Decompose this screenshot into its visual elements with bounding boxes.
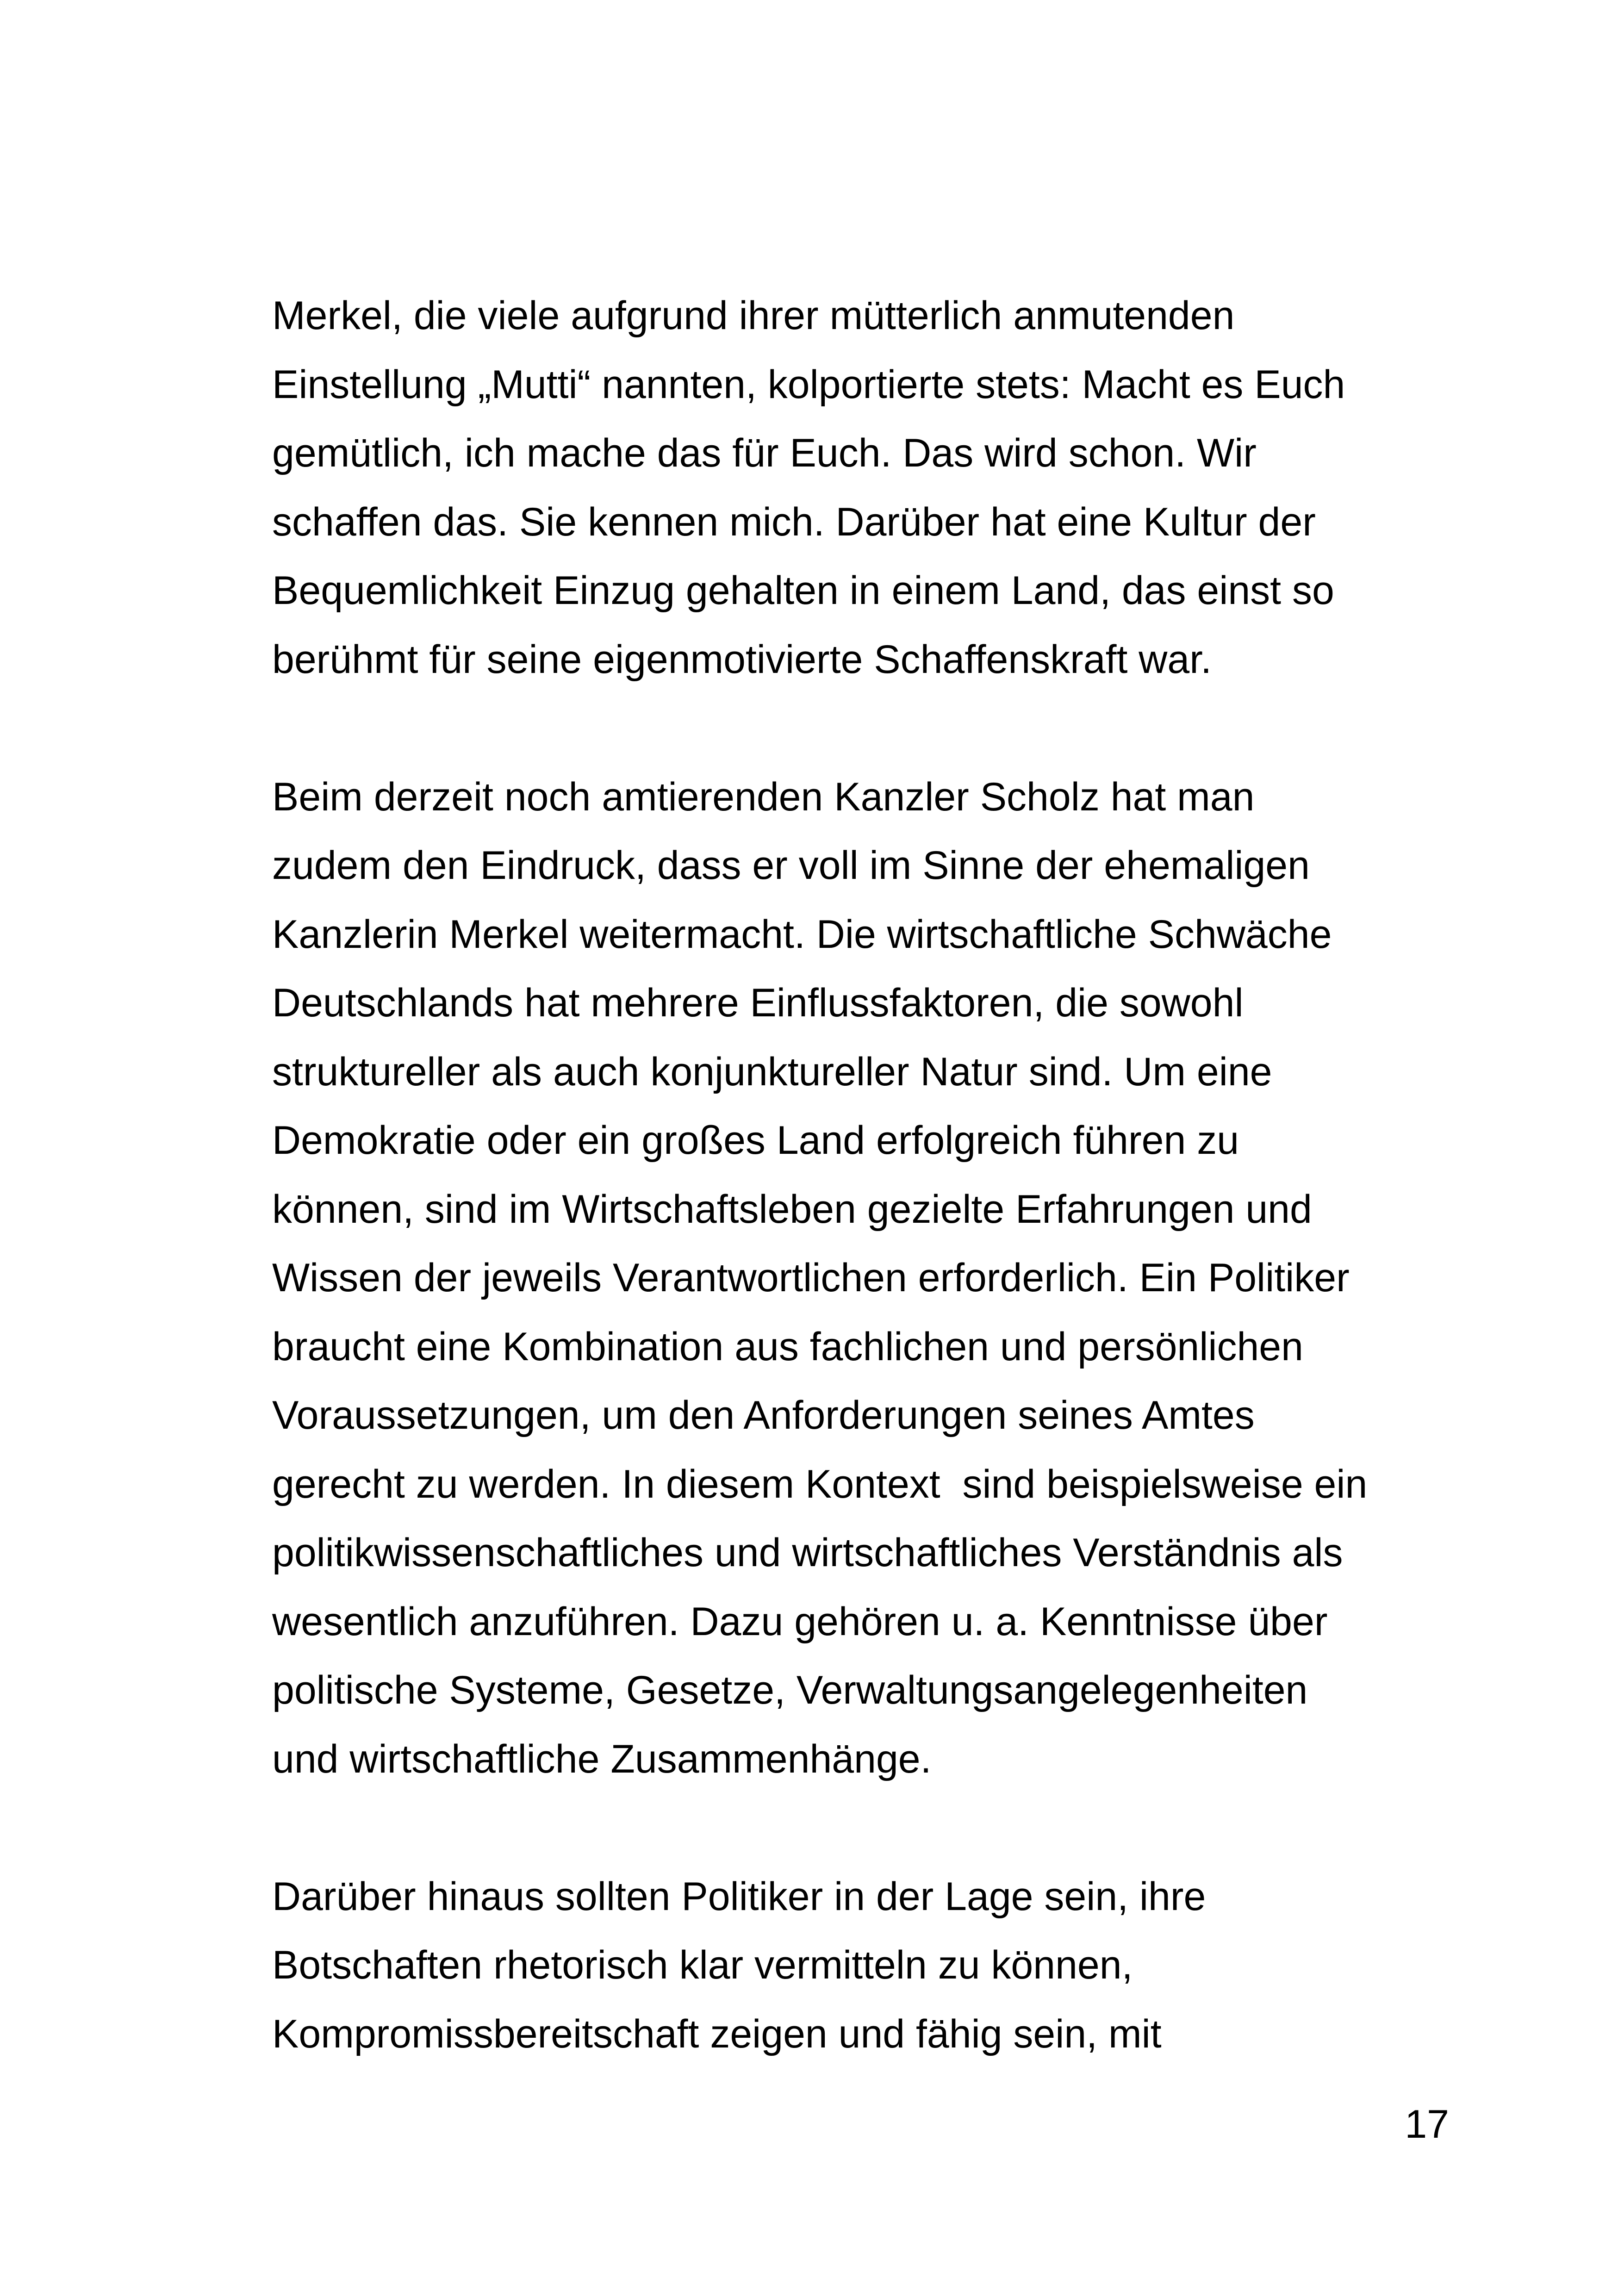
- paragraph: [272, 763, 1466, 1794]
- text-line: Einstellung „Mutti“ nannten, kolportierte stets: Macht es Euch: [272, 362, 1345, 407]
- text-line: gemütlich, ich mache das für Euch. Das wird schon. Wir: [272, 431, 1257, 475]
- text-line: politikwissenschaftliches und wirtschaftliches Verständnis als: [272, 1531, 1343, 1575]
- text-line: Bequemlichkeit Einzug gehalten in einem Land, das einst so: [272, 568, 1334, 613]
- paragraph: [272, 1862, 1466, 2069]
- text-line: berühmt für seine eigenmotivierte Schaffenskraft war.: [272, 637, 1212, 682]
- text-line: Kompromissbereitschaft zeigen und fähig sein, mit: [272, 2011, 1162, 2056]
- body-text: [272, 281, 1466, 2068]
- text-line: Botschaften rhetorisch klar vermitteln zu können,: [272, 1943, 1133, 1987]
- text-line: Darüber hinaus sollten Politiker in der Lage sein, ihre: [272, 1874, 1206, 1919]
- text-line: zudem den Eindruck, dass er voll im Sinne der ehemaligen: [272, 843, 1310, 888]
- paragraph-spacer: [272, 1793, 1466, 1862]
- text-line: wesentlich anzuführen. Dazu gehören u. a. Kenntnisse über: [272, 1599, 1328, 1644]
- text-line: Merkel, die viele aufgrund ihrer mütterlich anmutenden: [272, 293, 1235, 338]
- text-line: Beim derzeit noch amtierenden Kanzler Scholz hat man: [272, 774, 1255, 819]
- text-line: Kanzlerin Merkel weitermacht. Die wirtschaftliche Schwäche: [272, 912, 1332, 957]
- paragraph: [272, 281, 1466, 694]
- text-line: braucht eine Kombination aus fachlichen und persönlichen: [272, 1324, 1303, 1369]
- page-number: 17: [1405, 2102, 1449, 2147]
- text-line: Voraussetzungen, um den Anforderungen seines Amtes: [272, 1393, 1255, 1437]
- text-line: Deutschlands hat mehrere Einflussfaktoren, die sowohl: [272, 981, 1244, 1025]
- text-line: schaffen das. Sie kennen mich. Darüber hat eine Kultur der: [272, 499, 1316, 544]
- text-line: struktureller als auch konjunktureller Natur sind. Um eine: [272, 1049, 1272, 1094]
- text-line: gerecht zu werden. In diesem Kontext sind beispielsweise ein: [272, 1462, 1368, 1506]
- text-line: und wirtschaftliche Zusammenhänge.: [272, 1736, 932, 1781]
- text-line: Wissen der jeweils Verantwortlichen erforderlich. Ein Politiker: [272, 1256, 1350, 1300]
- text-line: Demokratie oder ein großes Land erfolgreich führen zu: [272, 1118, 1239, 1163]
- text-line: politische Systeme, Gesetze, Verwaltungsangelegenheiten: [272, 1668, 1308, 1712]
- paragraph-spacer: [272, 694, 1466, 763]
- text-line: können, sind im Wirtschaftsleben gezielte Erfahrungen und: [272, 1187, 1312, 1232]
